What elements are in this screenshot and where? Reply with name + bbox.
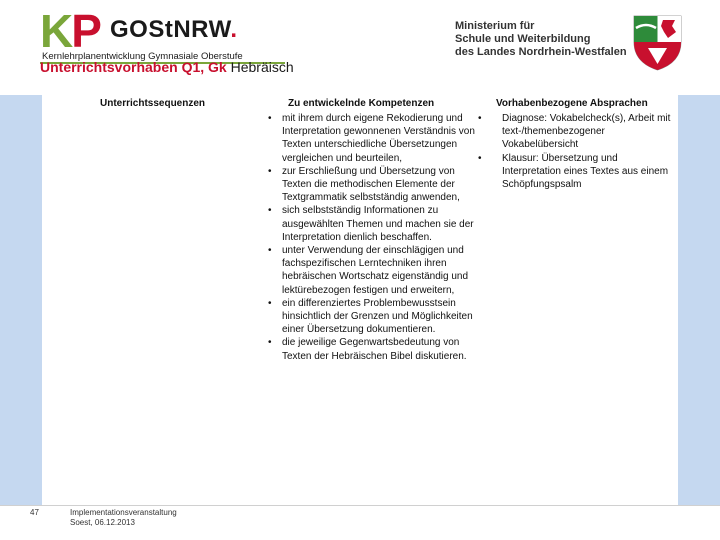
competency-text: unter Verwendung der einschlägigen und fachspezifischen Lerntechniken ihren hebräischen Wortschatz eigenständig und lektürebezogen festigen und erweitern,	[282, 245, 469, 296]
kp-logo-letters: KP	[40, 5, 100, 57]
list-item: • zur Erschließung und Übersetzung von Texten die methodischen Elemente der Textgrammatik selbstständig anwenden,	[268, 165, 460, 204]
ministry-line: Schule und Weiterbildung	[455, 33, 591, 45]
column-header-sequences: Unterrichtssequenzen	[100, 98, 206, 109]
agreement-text: Diagnose: Vokabelcheck(s), Arbeit mit text-/themenbezogener Vokabelübersicht	[502, 113, 671, 151]
column-header-competencies: Zu entwickelnde Kompetenzen	[288, 98, 435, 109]
list-item: • die jeweilige Gegenwartsbedeutung von Texten der Hebräischen Bibel diskutieren.	[268, 337, 467, 362]
competency-list	[268, 112, 478, 363]
competency-text: ein differenziertes Problembewusstsein hinsichtlich der Grenzen und Möglichkeiten einer Übersetzung dokumentieren.	[282, 297, 473, 336]
ministry-name	[455, 20, 627, 59]
list-item: • Klausur: Übersetzung und Interpretation eines Textes aus einem Schöpfungspsalm	[478, 152, 669, 191]
kp-gost-logo	[40, 6, 300, 62]
list-item: • unter Verwendung der einschlägigen und fachspezifischen Lerntechniken ihren hebräischen Wortschatz eigenständig und lektürebezogen festigen und erweitern,	[268, 245, 469, 296]
list-item: • Diagnose: Vokabelcheck(s), Arbeit mit text-/themenbezogener Vokabelübersicht	[478, 113, 671, 151]
side-panel-right	[678, 95, 720, 505]
competency-text: mit ihrem durch eigene Rekodierung und Interpretation gewonnenen Verständnis von Texten unterschiedliche Übersetzungen vergleichen und beurteilen,	[282, 113, 475, 164]
competency-text: sich selbstständig Informationen zu ausgewählten Themen und machen sie der Interpretation dienlich beschaffen.	[282, 205, 474, 243]
page-number: 47	[30, 508, 39, 517]
page-title	[40, 59, 294, 75]
competency-text: die jeweilige Gegenwartsbedeutung von Texten der Hebräischen Bibel diskutieren.	[282, 337, 467, 362]
agreement-list	[478, 112, 678, 191]
ministry-line: Ministerium für	[455, 20, 535, 32]
logo-subtitle: Kernlehrplanentwicklung Gymnasiale Oberstufe	[42, 51, 243, 62]
page-header	[0, 0, 720, 95]
ministry-line: des Landes Nordrhein-Westfalen	[455, 46, 627, 58]
side-panel-left	[0, 95, 42, 505]
competency-text: zur Erschließung und Übersetzung von Texten die methodischen Elemente der Textgrammatik selbstständig anwenden,	[282, 165, 460, 204]
gost-nrw-logo-text: GOStNRW.	[110, 16, 238, 43]
list-item: • sich selbstständig Informationen zu ausgewählten Themen und machen sie der Interpretation dienlich beschaffen.	[268, 205, 474, 243]
footer-place-date: Soest, 06.12.2013	[70, 518, 135, 527]
title-main: Unterrichtsvorhaben Q1, Gk	[40, 59, 231, 75]
nrw-crest-icon	[630, 12, 685, 72]
footer-divider	[0, 505, 720, 506]
footer-event: Implementationsveranstaltung	[70, 508, 177, 517]
column-header-agreements: Vorhabenbezogene Absprachen	[496, 98, 648, 109]
list-item: • mit ihrem durch eigene Rekodierung und Interpretation gewonnenen Verständnis von Texten unterschiedliche Übersetzungen vergleichen und beurteilen,	[268, 113, 475, 164]
title-subject: Hebräisch	[230, 59, 294, 75]
footer-info	[70, 508, 177, 528]
agreement-text: Klausur: Übersetzung und Interpretation eines Textes aus einem Schöpfungspsalm	[502, 152, 669, 191]
list-item: • ein differenziertes Problembewusstsein hinsichtlich der Grenzen und Möglichkeiten einer Übersetzung dokumentieren.	[268, 297, 473, 336]
